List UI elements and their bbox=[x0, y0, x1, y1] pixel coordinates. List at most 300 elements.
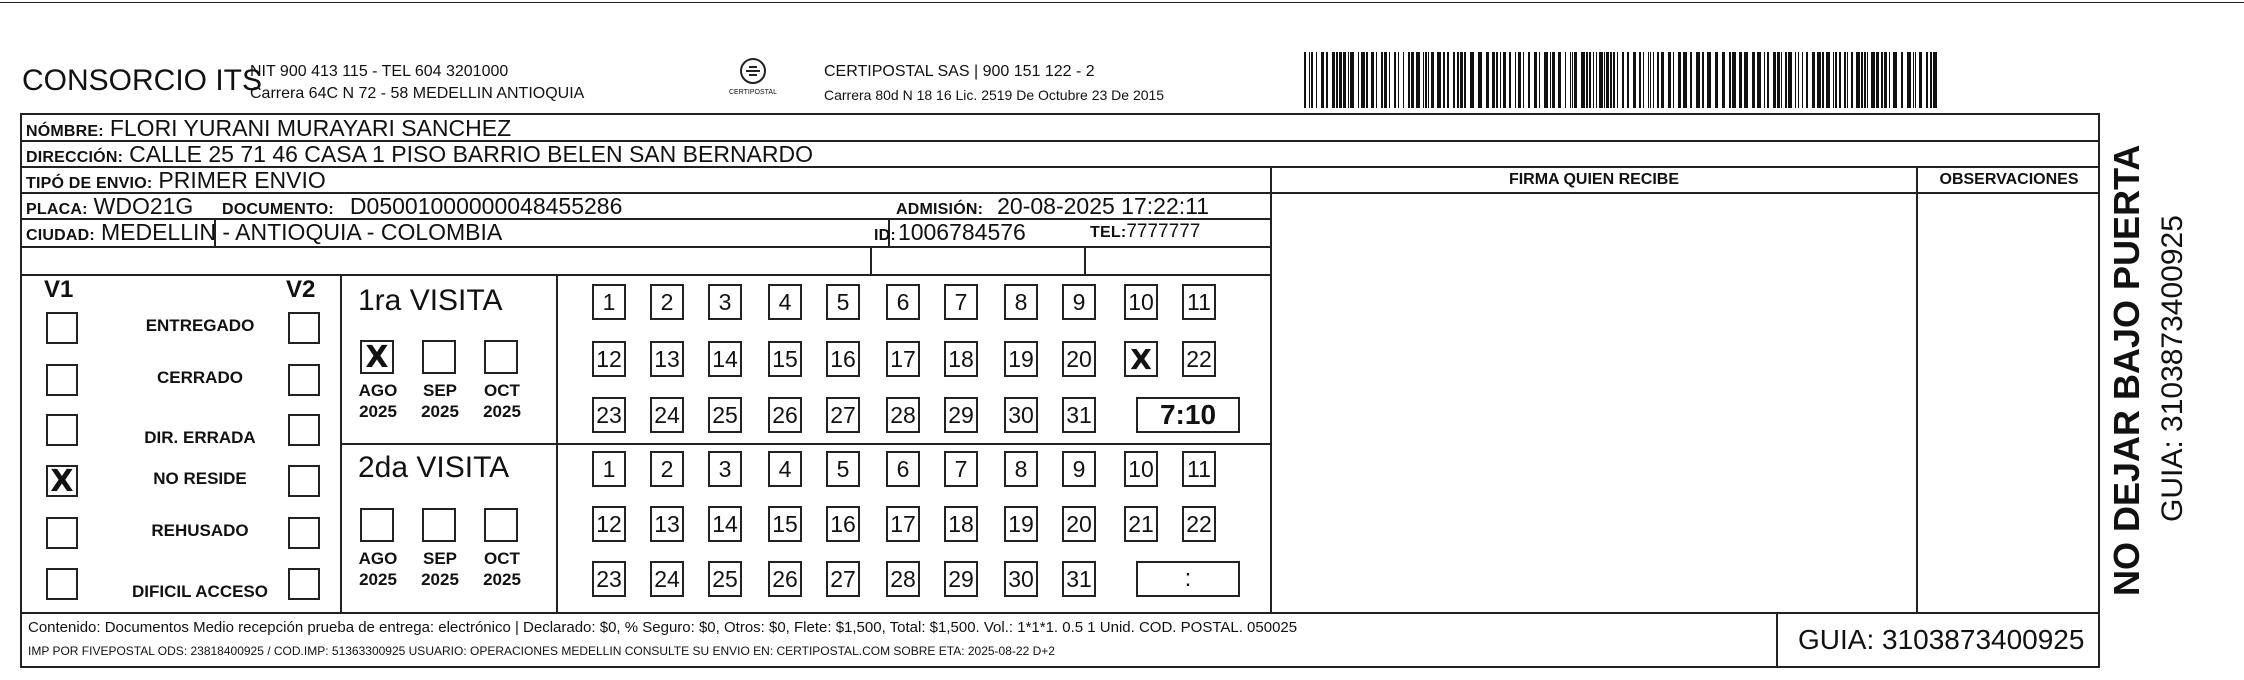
barcode-bar bbox=[1901, 52, 1903, 108]
second-visit-day-6[interactable]: 6 bbox=[886, 451, 920, 487]
carrier-info-2: Carrera 80d N 18 16 Lic. 2519 De Octubre 23 De 2015 bbox=[824, 87, 1165, 103]
second-visit-day-21[interactable]: 21 bbox=[1124, 506, 1158, 542]
first-visit-day-12[interactable]: 12 bbox=[592, 341, 626, 377]
nombre-field bbox=[26, 115, 511, 142]
barcode-bar bbox=[1431, 52, 1434, 108]
month-name: SEP bbox=[422, 549, 458, 568]
first-visit-month-checkbox[interactable] bbox=[484, 340, 518, 374]
barcode-bar bbox=[1696, 52, 1700, 108]
nombre-label: NÓMBRE: bbox=[26, 123, 104, 140]
second-visit-month-label bbox=[476, 548, 528, 590]
barcode-bar bbox=[1773, 52, 1776, 108]
first-visit-day-29[interactable]: 29 bbox=[944, 397, 978, 433]
barcode-bar bbox=[1565, 52, 1566, 108]
month-year: 2025 bbox=[483, 402, 521, 421]
barcode-bar bbox=[1844, 52, 1846, 108]
documento-value: D05001000000048455286 bbox=[349, 193, 623, 219]
first-visit-day-26[interactable]: 26 bbox=[768, 397, 802, 433]
barcode-bar bbox=[1643, 52, 1644, 108]
id-label: ID: bbox=[874, 227, 896, 244]
first-visit-title: 1ra VISITA bbox=[358, 284, 503, 317]
v1-checkbox-2[interactable] bbox=[46, 364, 78, 396]
observaciones-header: OBSERVACIONES bbox=[1939, 171, 2079, 188]
barcode-bar bbox=[1764, 52, 1765, 108]
first-visit-day-30[interactable]: 30 bbox=[1004, 397, 1038, 433]
placa-label: PLACA: bbox=[26, 201, 88, 218]
ciudad-label: CIUDAD: bbox=[26, 227, 95, 244]
barcode-bar bbox=[1757, 52, 1761, 108]
v1-checkbox-5[interactable] bbox=[46, 517, 78, 549]
second-visit-day-3[interactable]: 3 bbox=[708, 451, 742, 487]
admision-field bbox=[896, 193, 1209, 220]
carrier-info-1: CERTIPOSTAL SAS | 900 151 122 - 2 bbox=[824, 63, 1095, 80]
barcode-bar bbox=[1613, 52, 1615, 108]
barcode-bar bbox=[1321, 52, 1324, 108]
barcode-bar bbox=[1376, 52, 1377, 108]
barcode-bar bbox=[1394, 52, 1396, 108]
barcode-bar bbox=[1907, 52, 1911, 108]
barcode-bar bbox=[1627, 52, 1629, 108]
barcode-bar bbox=[1361, 52, 1365, 108]
barcode-bar bbox=[1350, 52, 1354, 108]
nombre-value: FLORI YURANI MURAYARI SANCHEZ bbox=[109, 115, 512, 141]
barcode-bar bbox=[1534, 52, 1537, 108]
barcode-bar bbox=[1398, 52, 1399, 108]
first-visit-month-label bbox=[414, 380, 466, 422]
direccion-value: CALLE 25 71 46 CASA 1 PISO BARRIO BELEN SAN BERNARDO bbox=[129, 141, 813, 167]
barcode-bar bbox=[1893, 52, 1897, 108]
barcode-bar bbox=[1777, 52, 1780, 108]
second-visit-day-8[interactable]: 8 bbox=[1004, 451, 1038, 487]
documento-label: DOCUMENTO: bbox=[222, 201, 334, 218]
barcode-bar bbox=[1518, 52, 1521, 108]
second-visit-day-25[interactable]: 25 bbox=[708, 561, 742, 597]
first-visit-day-23[interactable]: 23 bbox=[592, 397, 626, 433]
month-year: 2025 bbox=[421, 570, 459, 589]
first-visit-month-checkbox[interactable]: X bbox=[360, 340, 394, 374]
barcode-bar bbox=[1339, 52, 1342, 108]
row-divider bbox=[1270, 192, 2100, 194]
month-year: 2025 bbox=[421, 402, 459, 421]
ciudad-field bbox=[26, 219, 502, 246]
col-divider bbox=[1916, 166, 1918, 612]
barcode-bar bbox=[1336, 52, 1338, 108]
barcode-bar bbox=[1403, 52, 1404, 108]
first-visit-month-checkbox[interactable] bbox=[422, 340, 456, 374]
barcode-bar bbox=[1722, 52, 1725, 108]
barcode-bar bbox=[1707, 52, 1711, 108]
first-visit-month-label bbox=[352, 380, 404, 422]
second-visit-day-17[interactable]: 17 bbox=[886, 506, 920, 542]
barcode-bar bbox=[1683, 52, 1687, 108]
v2-checkbox-3[interactable] bbox=[288, 414, 320, 446]
logo-text: CERTIPOSTAL bbox=[729, 89, 777, 96]
side-warning: NO DEJAR BAJO PUERTA bbox=[2106, 144, 2147, 596]
barcode-bar bbox=[1348, 52, 1349, 108]
barcode-bar bbox=[1528, 52, 1530, 108]
barcode-bar bbox=[1919, 52, 1922, 108]
barcode-bar bbox=[1622, 52, 1624, 108]
v1-checkbox-6[interactable] bbox=[46, 568, 78, 600]
second-visit-month-checkbox[interactable] bbox=[360, 508, 394, 542]
second-visit-day-2[interactable]: 2 bbox=[650, 451, 684, 487]
barcode-bar bbox=[1729, 52, 1731, 108]
first-visit-day-2[interactable]: 2 bbox=[650, 284, 684, 320]
barcode-bar bbox=[1544, 52, 1548, 108]
barcode-bar bbox=[1453, 52, 1455, 108]
barcode-bar bbox=[1381, 52, 1383, 108]
placa-field bbox=[26, 193, 193, 220]
first-visit-day-22[interactable]: 22 bbox=[1182, 341, 1216, 377]
barcode-bar bbox=[1678, 52, 1681, 108]
barcode-bar bbox=[1408, 52, 1410, 108]
barcode-bar bbox=[1861, 52, 1863, 108]
first-visit-month-label bbox=[476, 380, 528, 422]
barcode-bar bbox=[1781, 52, 1782, 108]
v2-checkbox-6[interactable] bbox=[288, 568, 320, 600]
barcode bbox=[1304, 52, 1944, 113]
barcode-bar bbox=[1839, 52, 1841, 108]
barcode-bar bbox=[1515, 52, 1516, 108]
second-visit-day-22[interactable]: 22 bbox=[1182, 506, 1216, 542]
month-name: AGO bbox=[358, 549, 398, 568]
barcode-bar bbox=[1550, 52, 1551, 108]
company-info-1: NIT 900 413 115 - TEL 604 3201000 bbox=[250, 63, 509, 80]
status-option-label: DIR. ERRADA bbox=[144, 428, 256, 447]
barcode-bar bbox=[1423, 52, 1424, 108]
first-visit-day-21[interactable]: X bbox=[1124, 341, 1158, 377]
col-divider bbox=[1270, 166, 1272, 612]
barcode-bar bbox=[1650, 52, 1651, 108]
barcode-bar bbox=[1606, 52, 1609, 108]
barcode-bar bbox=[1500, 52, 1501, 108]
barcode-bar bbox=[1639, 52, 1641, 108]
second-visit-day-27[interactable]: 27 bbox=[826, 561, 860, 597]
second-visit-day-13[interactable]: 13 bbox=[650, 506, 684, 542]
v1-header: V1 bbox=[44, 276, 74, 303]
second-visit-day-30[interactable]: 30 bbox=[1004, 561, 1038, 597]
v2-checkbox-4[interactable] bbox=[288, 465, 320, 497]
first-visit-day-4[interactable]: 4 bbox=[768, 284, 802, 320]
first-visit-day-27[interactable]: 27 bbox=[826, 397, 860, 433]
barcode-bar bbox=[1871, 52, 1875, 108]
barcode-bar bbox=[1767, 52, 1769, 108]
barcode-bar bbox=[1366, 52, 1368, 108]
second-visit-day-15[interactable]: 15 bbox=[768, 506, 802, 542]
barcode-bar bbox=[1847, 52, 1848, 108]
barcode-bar bbox=[1826, 52, 1830, 108]
barcode-bar bbox=[1889, 52, 1890, 108]
barcode-bar bbox=[1633, 52, 1636, 108]
barcode-bar bbox=[1443, 52, 1445, 108]
barcode-bar bbox=[1343, 52, 1346, 108]
barcode-bar bbox=[1817, 52, 1821, 108]
barcode-bar bbox=[1661, 52, 1664, 108]
first-visit-day-15[interactable]: 15 bbox=[768, 341, 802, 377]
first-visit-day-28[interactable]: 28 bbox=[886, 397, 920, 433]
v2-header: V2 bbox=[286, 276, 316, 303]
barcode-bar bbox=[1539, 52, 1540, 108]
barcode-bar bbox=[1389, 52, 1390, 108]
second-visit-month-label bbox=[414, 548, 466, 590]
first-visit-day-6[interactable]: 6 bbox=[886, 284, 920, 320]
barcode-bar bbox=[1332, 52, 1335, 108]
month-name: SEP bbox=[422, 381, 458, 400]
second-visit-time-box[interactable]: : bbox=[1136, 561, 1240, 597]
second-visit-day-14[interactable]: 14 bbox=[708, 506, 742, 542]
barcode-bar bbox=[1358, 52, 1359, 108]
barcode-bar bbox=[1822, 52, 1824, 108]
barcode-bar bbox=[1586, 52, 1588, 108]
barcode-bar bbox=[1478, 52, 1482, 108]
first-visit-day-11[interactable]: 11 bbox=[1182, 284, 1216, 320]
second-visit-day-9[interactable]: 9 bbox=[1062, 451, 1096, 487]
barcode-bar bbox=[1503, 52, 1506, 108]
second-visit-day-26[interactable]: 26 bbox=[768, 561, 802, 597]
barcode-bar bbox=[1884, 52, 1887, 108]
barcode-bar bbox=[1926, 52, 1928, 108]
barcode-bar bbox=[1311, 52, 1313, 108]
status-option-label: CERRADO bbox=[157, 368, 243, 387]
documento-field bbox=[222, 193, 622, 220]
tipo-value: PRIMER ENVIO bbox=[158, 167, 326, 193]
second-visit-day-24[interactable]: 24 bbox=[650, 561, 684, 597]
barcode-bar bbox=[1460, 52, 1463, 108]
barcode-bar bbox=[1933, 52, 1937, 108]
second-visit-day-20[interactable]: 20 bbox=[1062, 506, 1096, 542]
second-visit-day-10[interactable]: 10 bbox=[1124, 451, 1158, 487]
barcode-bar bbox=[1915, 52, 1916, 108]
barcode-bar bbox=[1752, 52, 1755, 108]
tel-field bbox=[1090, 221, 1200, 243]
row-divider bbox=[20, 612, 2100, 614]
barcode-bar bbox=[1806, 52, 1808, 108]
first-visit-day-14[interactable]: 14 bbox=[708, 341, 742, 377]
month-year: 2025 bbox=[359, 570, 397, 589]
first-visit-day-25[interactable]: 25 bbox=[708, 397, 742, 433]
v2-checkbox-1[interactable] bbox=[288, 312, 320, 344]
barcode-bar bbox=[1416, 52, 1420, 108]
barcode-bar bbox=[1690, 52, 1692, 108]
status-option-label: REHUSADO bbox=[151, 521, 249, 540]
first-visit-day-20[interactable]: 20 bbox=[1062, 341, 1096, 377]
id-field bbox=[874, 219, 1026, 246]
company-info-2: Carrera 64C N 72 - 58 MEDELLIN ANTIOQUIA bbox=[250, 85, 585, 102]
barcode-bar bbox=[1802, 52, 1803, 108]
first-visit-day-9[interactable]: 9 bbox=[1062, 284, 1096, 320]
barcode-bar bbox=[1589, 52, 1591, 108]
barcode-bar bbox=[1867, 52, 1868, 108]
v1-checkbox-1[interactable] bbox=[46, 312, 78, 344]
status-option-label: ENTREGADO bbox=[145, 316, 255, 335]
v1-checkbox-3[interactable] bbox=[46, 414, 78, 446]
barcode-bar bbox=[1610, 52, 1612, 108]
barcode-bar bbox=[1371, 52, 1374, 108]
footer-guia: GUIA: 3103873400925 bbox=[1798, 624, 2085, 655]
barcode-bar bbox=[1604, 52, 1605, 108]
barcode-bar bbox=[1788, 52, 1792, 108]
first-visit-day-10[interactable]: 10 bbox=[1124, 284, 1158, 320]
id-value: 1006784576 bbox=[897, 219, 1026, 245]
barcode-bar bbox=[1464, 52, 1466, 108]
second-visit-month-checkbox[interactable] bbox=[484, 508, 518, 542]
footer-divider bbox=[1776, 612, 1778, 668]
barcode-bar bbox=[1425, 52, 1427, 108]
tipo-label: TIPÓ DE ENVIO: bbox=[26, 175, 153, 192]
barcode-bar bbox=[1673, 52, 1674, 108]
firma-header: FIRMA QUIEN RECIBE bbox=[1508, 171, 1680, 188]
barcode-bar bbox=[1558, 52, 1561, 108]
placa-value: WDO21G bbox=[93, 193, 194, 219]
second-visit-day-23[interactable]: 23 bbox=[592, 561, 626, 597]
barcode-bar bbox=[1785, 52, 1787, 108]
cell-divider bbox=[1084, 246, 1086, 274]
barcode-bar bbox=[1509, 52, 1511, 108]
tipo-field bbox=[26, 167, 326, 194]
barcode-bar bbox=[1593, 52, 1594, 108]
barcode-bar bbox=[1437, 52, 1441, 108]
barcode-bar bbox=[1668, 52, 1671, 108]
month-name: OCT bbox=[484, 381, 520, 400]
month-name: AGO bbox=[358, 381, 398, 400]
month-year: 2025 bbox=[359, 402, 397, 421]
barcode-bar bbox=[1486, 52, 1489, 108]
barcode-bar bbox=[1552, 52, 1555, 108]
footer-print-info: IMP POR FIVEPOSTAL ODS: 23818400925 / COD.IMP: 51363300925 USUARIO: OPERACIONES MEDELLIN CONSULTE SU ENVIO EN: CERTIPOSTAL.COM SOBRE ETA: 2025-08-22 D+2 bbox=[28, 644, 1055, 658]
barcode-bar bbox=[1864, 52, 1866, 108]
barcode-bar bbox=[1581, 52, 1585, 108]
barcode-bar bbox=[1447, 52, 1449, 108]
barcode-bar bbox=[1835, 52, 1837, 108]
barcode-bar bbox=[1309, 52, 1310, 108]
barcode-bar bbox=[1744, 52, 1748, 108]
side-guia: GUIA: 3103873400925 bbox=[2156, 215, 2189, 522]
barcode-bar bbox=[1648, 52, 1649, 108]
barcode-bar bbox=[1657, 52, 1659, 108]
barcode-bar bbox=[1470, 52, 1474, 108]
first-visit-day-31[interactable]: 31 bbox=[1062, 397, 1096, 433]
first-visit-day-24[interactable]: 24 bbox=[650, 397, 684, 433]
barcode-bar bbox=[1795, 52, 1796, 108]
barcode-bar bbox=[1572, 52, 1573, 108]
first-visit-day-7[interactable]: 7 bbox=[944, 284, 978, 320]
barcode-bar bbox=[1570, 52, 1571, 108]
barcode-bar bbox=[1384, 52, 1387, 108]
barcode-bar bbox=[1798, 52, 1799, 108]
tel-value: 7777777 bbox=[1126, 221, 1201, 242]
barcode-bar bbox=[1496, 52, 1498, 108]
month-name: OCT bbox=[484, 549, 520, 568]
company-name: CONSORCIO ITS bbox=[22, 64, 263, 97]
barcode-bar bbox=[1596, 52, 1597, 108]
second-visit-day-7[interactable]: 7 bbox=[944, 451, 978, 487]
first-visit-day-1[interactable]: 1 bbox=[592, 284, 626, 320]
barcode-bar bbox=[1833, 52, 1834, 108]
barcode-bar bbox=[1876, 52, 1879, 108]
direccion-field bbox=[26, 141, 813, 168]
row-divider bbox=[20, 246, 1270, 248]
barcode-bar bbox=[1523, 52, 1524, 108]
admision-label: ADMISIÓN: bbox=[896, 201, 984, 218]
barcode-bar bbox=[1881, 52, 1883, 108]
second-visit-day-18[interactable]: 18 bbox=[944, 506, 978, 542]
second-visit-day-19[interactable]: 19 bbox=[1004, 506, 1038, 542]
row-divider bbox=[20, 274, 1270, 276]
barcode-bar bbox=[1304, 52, 1306, 108]
first-visit-time-box[interactable]: 7:10 bbox=[1136, 397, 1240, 433]
barcode-bar bbox=[1492, 52, 1495, 108]
top-rule bbox=[0, 2, 2244, 3]
barcode-bar bbox=[1653, 52, 1654, 108]
barcode-bar bbox=[1702, 52, 1704, 108]
v2-checkbox-2[interactable] bbox=[288, 364, 320, 396]
month-year: 2025 bbox=[483, 570, 521, 589]
admision-value: 20-08-2025 17:22:11 bbox=[997, 193, 1210, 219]
barcode-bar bbox=[1812, 52, 1815, 108]
barcode-bar bbox=[1739, 52, 1742, 108]
certipostal-logo bbox=[718, 56, 788, 96]
first-visit-day-17[interactable]: 17 bbox=[886, 341, 920, 377]
visit-row-divider bbox=[340, 443, 1270, 445]
second-visit-day-31[interactable]: 31 bbox=[1062, 561, 1096, 597]
second-visit-day-29[interactable]: 29 bbox=[944, 561, 978, 597]
status-option-label: NO RESIDE bbox=[153, 469, 247, 488]
barcode-bar bbox=[1851, 52, 1853, 108]
first-visit-day-16[interactable]: 16 bbox=[826, 341, 860, 377]
second-visit-day-11[interactable]: 11 bbox=[1182, 451, 1216, 487]
logo-emblem-icon bbox=[738, 56, 768, 86]
barcode-bar bbox=[1411, 52, 1414, 108]
barcode-bar bbox=[1913, 52, 1914, 108]
barcode-bar bbox=[1715, 52, 1718, 108]
first-visit-day-19[interactable]: 19 bbox=[1004, 341, 1038, 377]
first-visit-day-5[interactable]: 5 bbox=[826, 284, 860, 320]
barcode-bar bbox=[1457, 52, 1459, 108]
second-visit-month-label bbox=[352, 548, 404, 590]
barcode-bar bbox=[1930, 52, 1932, 108]
second-visit-day-28[interactable]: 28 bbox=[886, 561, 920, 597]
barcode-bar bbox=[1428, 52, 1429, 108]
cell-divider bbox=[870, 246, 872, 274]
ciudad-value: MEDELLIN - ANTIOQUIA - COLOMBIA bbox=[100, 219, 503, 245]
v2-checkbox-5[interactable] bbox=[288, 517, 320, 549]
barcode-bar bbox=[1617, 52, 1618, 108]
barcode-bar bbox=[1316, 52, 1317, 108]
barcode-bar bbox=[1574, 52, 1577, 108]
second-visit-day-4[interactable]: 4 bbox=[768, 451, 802, 487]
barcode-bar bbox=[1599, 52, 1603, 108]
first-visit-day-18[interactable]: 18 bbox=[944, 341, 978, 377]
footer-content: Contenido: Documentos Medio recepción prueba de entrega: electrónico | Declarado: $0, % Seguro: $0, Otros: $0, Flete: $1,500, Total: $1,500. Vol.: 1*1*1. 0.5 1 Unid. COD. POSTAL. 050025 bbox=[28, 619, 1298, 636]
first-visit-day-13[interactable]: 13 bbox=[650, 341, 684, 377]
second-visit-day-12[interactable]: 12 bbox=[592, 506, 626, 542]
second-visit-month-checkbox[interactable] bbox=[422, 508, 456, 542]
tel-label: TEL: bbox=[1090, 224, 1127, 241]
barcode-icon bbox=[1304, 52, 1944, 108]
first-visit-day-3[interactable]: 3 bbox=[708, 284, 742, 320]
second-visit-day-5[interactable]: 5 bbox=[826, 451, 860, 487]
direccion-label: DIRECCIÓN: bbox=[26, 149, 124, 166]
barcode-bar bbox=[1326, 52, 1328, 108]
status-option-label: DIFICIL ACCESO bbox=[131, 582, 268, 601]
second-visit-title: 2da VISITA bbox=[358, 451, 510, 484]
barcode-bar bbox=[1856, 52, 1860, 108]
v1-checkbox-4[interactable]: X bbox=[46, 465, 78, 497]
second-visit-day-16[interactable]: 16 bbox=[826, 506, 860, 542]
first-visit-day-8[interactable]: 8 bbox=[1004, 284, 1038, 320]
second-visit-day-1[interactable]: 1 bbox=[592, 451, 626, 487]
barcode-bar bbox=[1732, 52, 1736, 108]
